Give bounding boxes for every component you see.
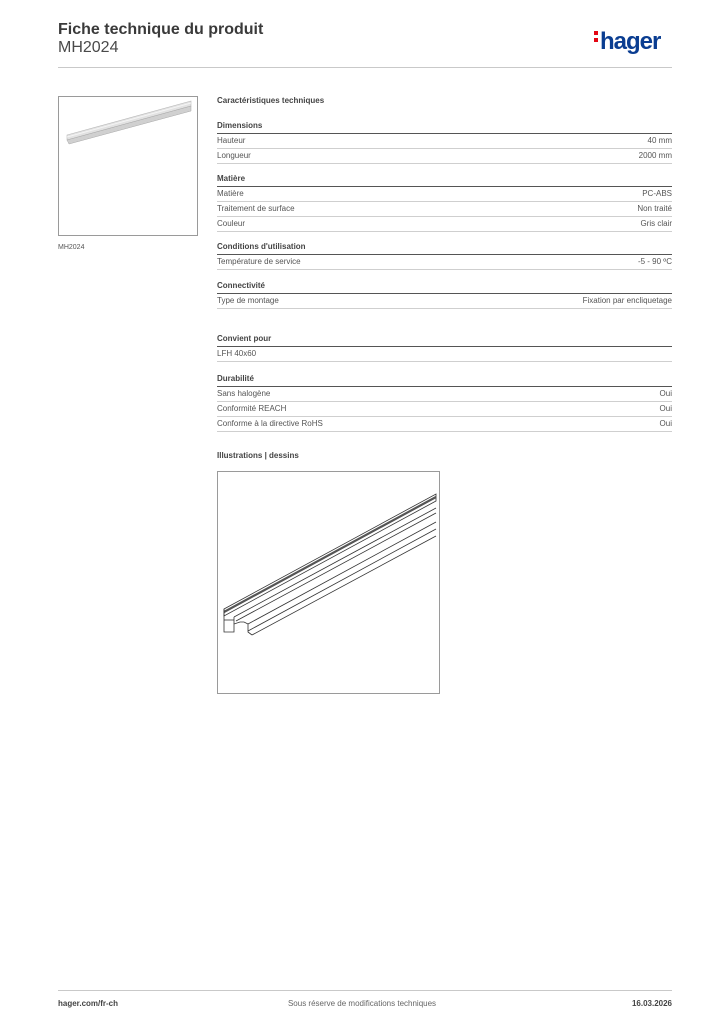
- spec-value: 40 mm: [647, 136, 672, 145]
- footer-date: 16.03.2026: [631, 999, 672, 1008]
- spec-row: [217, 149, 672, 164]
- spec-row: [217, 255, 672, 270]
- section-heading: Connectivité: [217, 279, 672, 294]
- logo-text: hager: [600, 28, 661, 55]
- section-connectivite: [217, 279, 672, 309]
- spec-value: Oui: [659, 404, 672, 413]
- spec-label: Traitement de surface: [217, 204, 295, 213]
- section-convient-pour: [217, 332, 672, 362]
- spec-row: [217, 402, 672, 417]
- spec-value: Oui: [659, 419, 672, 428]
- spec-row: [217, 187, 672, 202]
- page-title: Fiche technique du produit: [58, 21, 264, 38]
- section-heading: Conditions d'utilisation: [217, 240, 672, 255]
- spec-row: [217, 134, 672, 149]
- spec-value: PC-ABS: [642, 189, 672, 198]
- spec-value: Oui: [659, 389, 672, 398]
- spec-label: Hauteur: [217, 136, 246, 145]
- logo-dots-icon: [594, 31, 598, 45]
- spec-label: Sans halogène: [217, 389, 271, 398]
- rail-line-drawing: [218, 472, 439, 693]
- hager-logo: [594, 28, 660, 56]
- section-conditions: [217, 240, 672, 270]
- spec-label: Température de service: [217, 257, 301, 266]
- spec-row: [217, 417, 672, 432]
- thumbnail-caption: MH2024: [58, 244, 85, 251]
- spec-row: [217, 217, 672, 232]
- product-thumbnail: [58, 96, 198, 236]
- section-heading: Matière: [217, 172, 672, 187]
- section-heading: Durabilité: [217, 372, 672, 387]
- spec-label: Couleur: [217, 219, 246, 228]
- spec-value: Gris clair: [640, 219, 672, 228]
- spec-row: [217, 202, 672, 217]
- spec-label: Longueur: [217, 151, 251, 160]
- section-heading: Convient pour: [217, 332, 672, 347]
- spec-row: [217, 387, 672, 402]
- product-rail-image: [59, 97, 197, 235]
- section-dimensions: [217, 119, 672, 164]
- spec-value: 2000 mm: [638, 151, 672, 160]
- header-divider: [58, 67, 672, 68]
- illustration-drawing: [217, 471, 440, 694]
- spec-value: Fixation par encliquetage: [582, 296, 672, 305]
- footer-divider: [58, 990, 672, 991]
- spec-label: Type de montage: [217, 296, 279, 305]
- spec-row: [217, 347, 672, 362]
- section-heading: Dimensions: [217, 119, 672, 134]
- section-matiere: [217, 172, 672, 232]
- spec-label: Conforme à la directive RoHS: [217, 419, 323, 428]
- spec-row: [217, 294, 672, 309]
- footer-website-link[interactable]: hager.com/fr-ch: [58, 999, 119, 1008]
- section-durabilite: [217, 372, 672, 432]
- specs-title: Caractéristiques techniques: [217, 96, 325, 105]
- spec-value: Non traité: [637, 204, 672, 213]
- spec-label: Matière: [217, 189, 244, 198]
- product-code: MH2024: [58, 39, 119, 56]
- spec-label: LFH 40x60: [217, 349, 257, 358]
- spec-label: Conformité REACH: [217, 404, 287, 413]
- spec-value: -5 - 90 ºC: [637, 257, 672, 266]
- footer-notice: Sous réserve de modifications techniques: [287, 999, 437, 1008]
- illustrations-title: Illustrations | dessins: [217, 451, 299, 460]
